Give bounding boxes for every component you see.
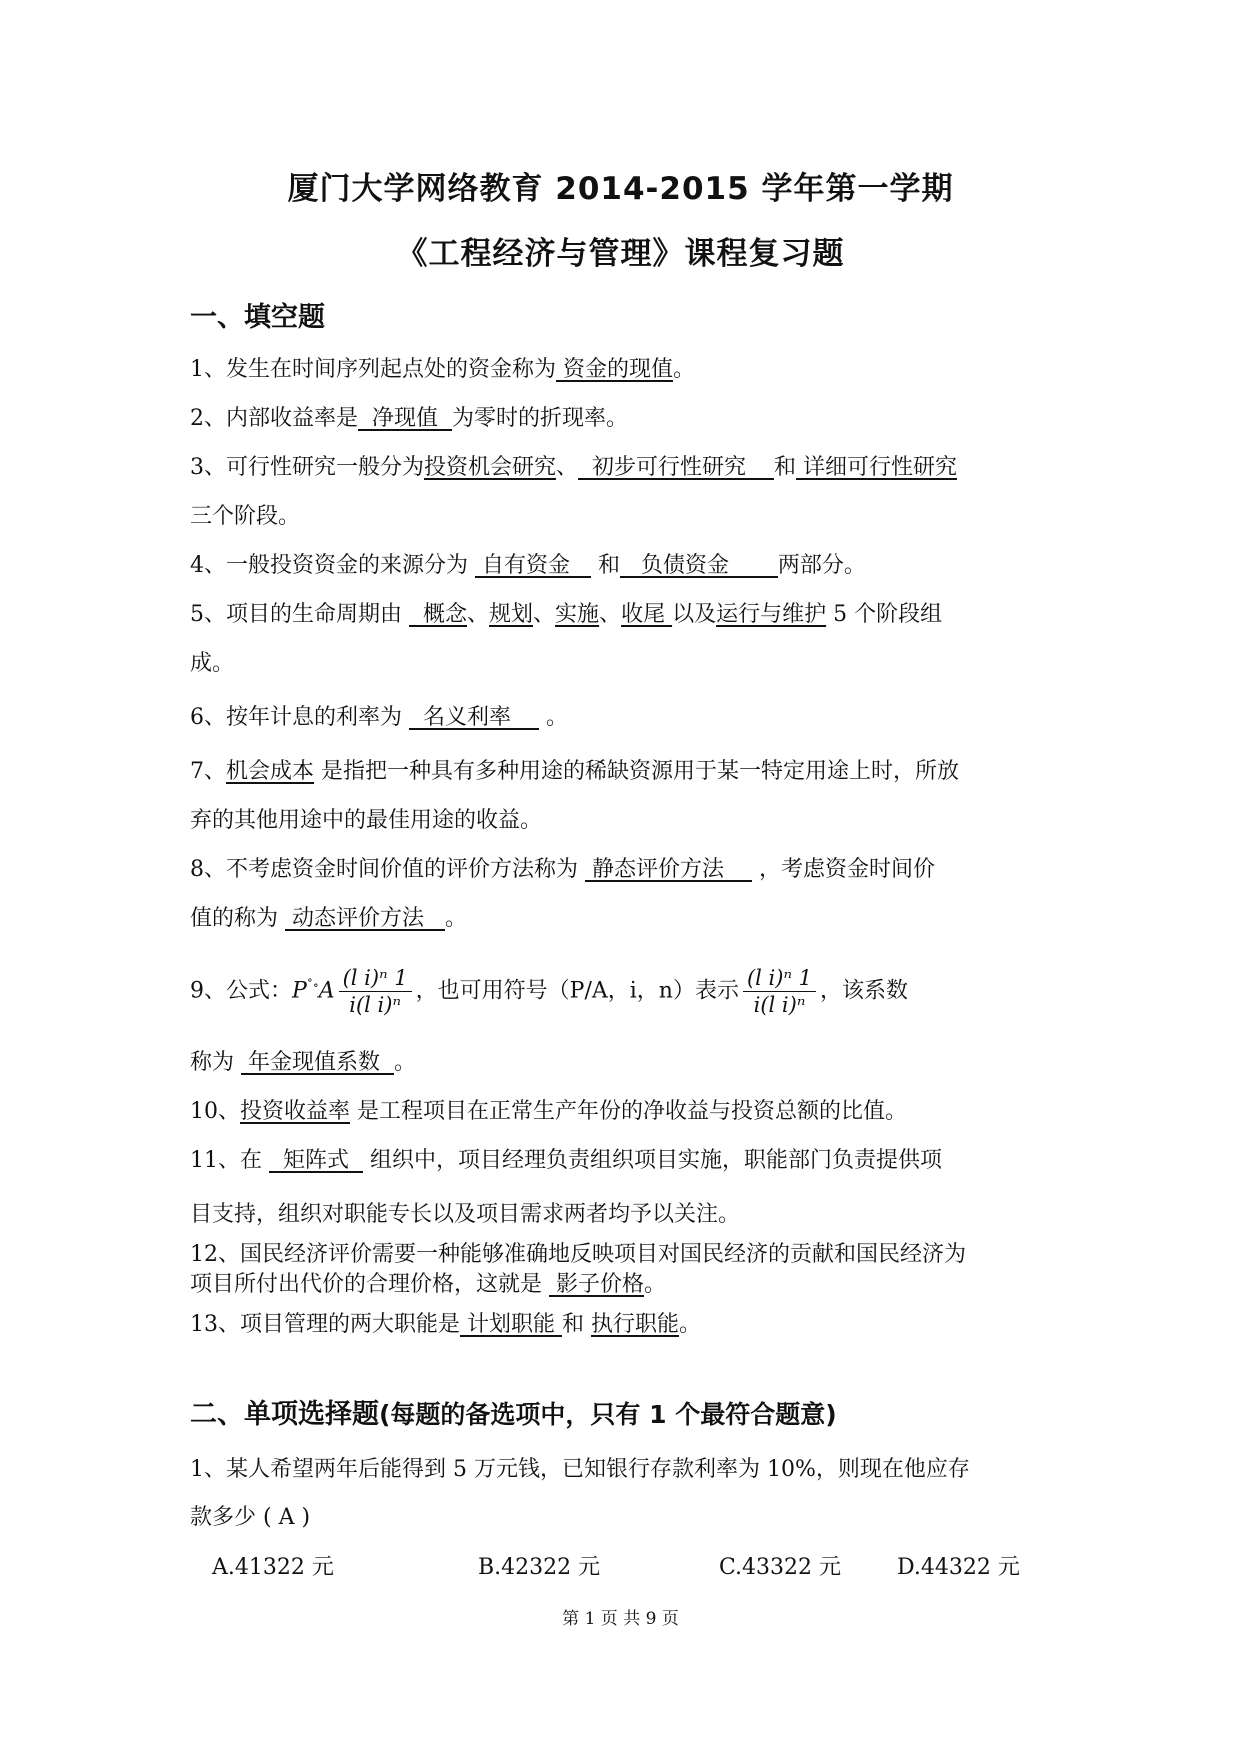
mc-question-1-cont: 款多少 ( A ): [190, 1505, 311, 1530]
answer: 收尾: [621, 602, 673, 627]
answer: 详细可行性研究: [796, 455, 958, 480]
question-3: 3、可行性研究一般分为投资机会研究、 初步可行性研究 和 详细可行性研究: [190, 455, 958, 480]
option-c: C.43322 元: [719, 1555, 842, 1580]
answer: 动态评价方法: [285, 906, 445, 931]
question-5: 5、项目的生命周期由 概念、规划、实施、收尾 以及运行与维护 5 个阶段组: [190, 602, 943, 627]
answer: 名义利率: [409, 705, 539, 730]
question-11-cont: 目支持，组织对职能专长以及项目需求两者均予以关注。: [190, 1202, 741, 1227]
question-7: 7、机会成本 是指把一种具有多种用途的稀缺资源用于某一特定用途上时，所放: [190, 759, 960, 784]
answer: 运行与维护: [716, 602, 827, 627]
answer: 年金现值系数: [241, 1050, 394, 1075]
question-13: 13、项目管理的两大职能是 计划职能 和 执行职能。: [190, 1312, 702, 1337]
answer: 影子价格: [549, 1272, 644, 1297]
section-heading-single-choice: 二、单项选择题(每题的备选项中，只有 1 个最符合题意): [190, 1399, 837, 1430]
answer: 初步可行性研究: [578, 455, 774, 480]
answer: 资金的现值: [556, 357, 673, 382]
answer: 规划: [489, 602, 534, 627]
question-7-cont: 弃的其他用途中的最佳用途的收益。: [190, 808, 543, 833]
answer: 执行职能: [591, 1312, 680, 1337]
course-title: 《工程经济与管理》课程复习题: [396, 236, 845, 272]
question-8-cont: 值的称为 动态评价方法 。: [190, 906, 467, 931]
answer: 概念: [409, 602, 467, 627]
option-d: D.44322 元: [897, 1555, 1020, 1580]
option-a: A.41322 元: [212, 1555, 334, 1580]
question-2: 2、内部收益率是 净现值 为零时的折现率。: [190, 406, 628, 431]
answer: 计划职能: [460, 1312, 562, 1337]
formula-symbol: ˚∘: [306, 978, 319, 992]
question-4: 4、一般投资资金的来源分为 自有资金 和 负债资金 两部分。: [190, 553, 866, 578]
document-title: 厦门大学网络教育 2014-2015 学年第一学期: [287, 171, 954, 207]
section-heading-fill-in: 一、填空题: [190, 302, 325, 333]
question-9-cont: 称为 年金现值系数 。: [190, 1050, 416, 1075]
answer: 自有资金: [475, 553, 591, 578]
question-8: 8、不考虑资金时间价值的评价方法称为 静态评价方法 ，考虑资金时间价: [190, 857, 935, 882]
option-b: B.42322 元: [478, 1555, 601, 1580]
answer: 静态评价方法: [585, 857, 752, 882]
formula-fraction-2: $\frac{\text{(l i)ⁿ 1}}{\text{i(l i)ⁿ}}$: [743, 965, 816, 1018]
answer: 投资机会研究: [424, 455, 557, 480]
formula-p: P: [292, 978, 307, 1004]
answer: 机会成本: [226, 759, 315, 784]
question-1: 1、发生在时间序列起点处的资金称为 资金的现值。: [190, 357, 696, 382]
question-12-cont: 项目所付出代价的合理价格，这就是 影子价格。: [190, 1272, 667, 1297]
formula-fraction: $\frac{\text{(l i)ⁿ 1}}{\text{i(l i)ⁿ}}$: [339, 965, 412, 1018]
answer: 投资收益率: [240, 1099, 351, 1124]
formula-a: A: [318, 978, 335, 1004]
question-12: 12、国民经济评价需要一种能够准确地反映项目对国民经济的贡献和国民经济为: [190, 1242, 966, 1267]
question-11: 11、在 矩阵式 组织中，项目经理负责组织项目实施，职能部门负责提供项: [190, 1148, 942, 1173]
mc-question-1: 1、某人希望两年后能得到 5 万元钱，已知银行存款利率为 10%，则现在他应存: [190, 1457, 970, 1482]
question-6: 6、按年计息的利率为 名义利率 。: [190, 705, 568, 730]
answer: 矩阵式: [269, 1148, 363, 1173]
answer: 实施: [555, 602, 600, 627]
page-number: 第 1 页 共 9 页: [562, 1609, 679, 1629]
question-9: 9、公式：P˚∘A $\frac{\text{(l i)ⁿ 1}}{\text{i(l i)ⁿ}}$ ，也可用符号（P/A，i，n）表示 $\frac{\text{(l i)ⁿ 1}}{\text{i(l i)ⁿ}}$ ，该系数: [190, 965, 909, 1017]
question-10: 10、投资收益率 是工程项目在正常生产年份的净收益与投资总额的比值。: [190, 1099, 908, 1124]
question-3-cont: 三个阶段。: [190, 504, 301, 529]
answer: 净现值: [358, 406, 452, 431]
question-5-cont: 成。: [190, 651, 235, 676]
answer: 负债资金: [619, 553, 778, 578]
